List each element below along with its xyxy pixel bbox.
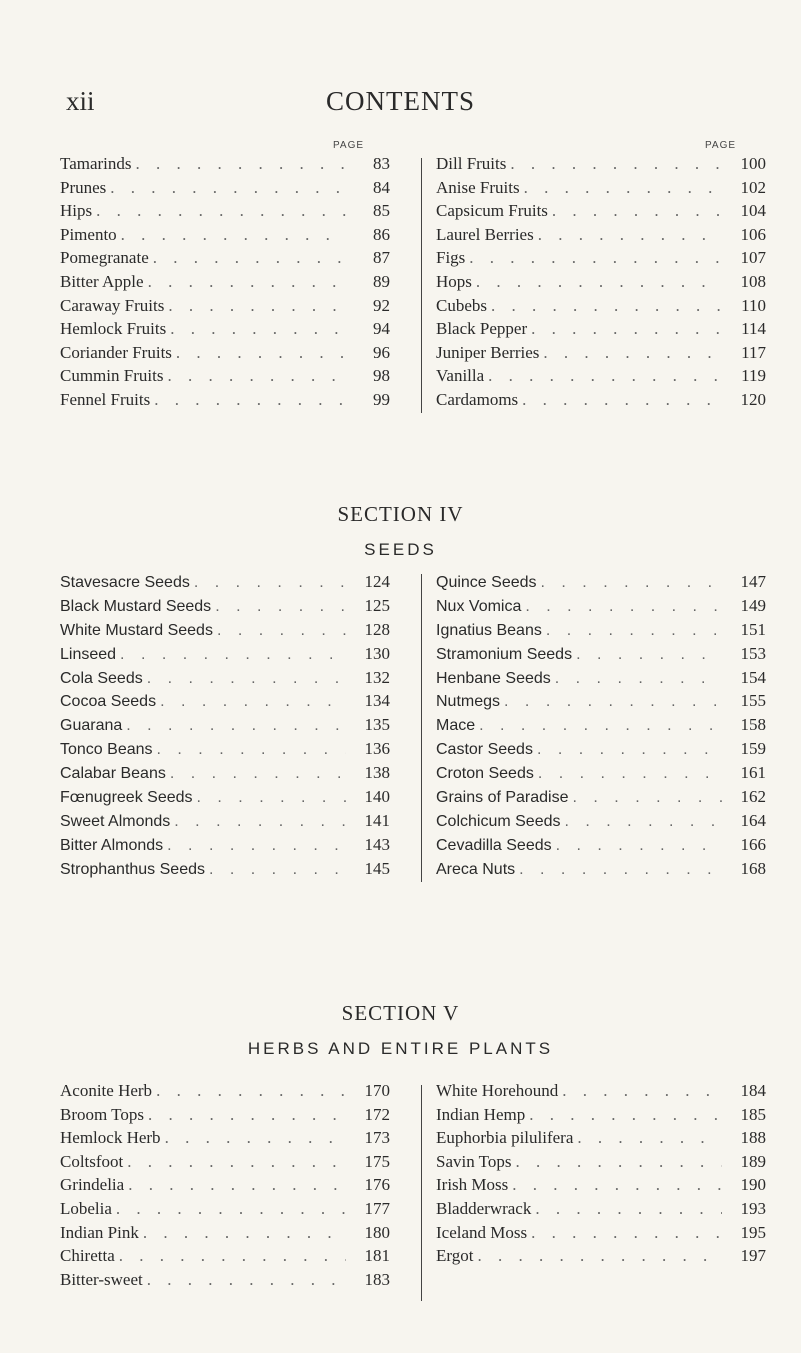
entry-title: Stramonium Seeds: [436, 645, 573, 663]
toc-entry: [436, 572, 766, 596]
entry-page-number: 185: [740, 1104, 766, 1124]
seeds-right-column: [436, 572, 766, 883]
toc-entry: [60, 1246, 390, 1270]
entry-title: Hemlock Herb: [60, 1128, 161, 1148]
entry-page-number: 136: [364, 739, 390, 759]
entry-title: Broom Tops: [60, 1104, 144, 1124]
section-5-title: SECTION V: [341, 1001, 460, 1025]
entry-page-number: 134: [364, 691, 390, 711]
page-column-label-right: PAGE: [705, 140, 737, 151]
entry-page-number: 193: [740, 1198, 766, 1218]
page-column-label-left: PAGE: [333, 140, 365, 151]
entry-page-number: 106: [740, 224, 766, 244]
leader-dots: [539, 343, 722, 363]
entry-title: Prunes: [60, 177, 107, 197]
entry-title: Dill Fruits: [436, 154, 507, 173]
toc-entry: [60, 366, 390, 390]
toc-entry: [60, 787, 390, 811]
toc-entry: [436, 1105, 766, 1129]
leader-dots: [518, 390, 722, 410]
toc-entry: [60, 1270, 390, 1294]
entry-title: Grains of Paradise: [436, 789, 569, 807]
leader-dots: [115, 1246, 346, 1266]
entry-page-number: 108: [740, 271, 766, 291]
entry-title: Indian Hemp: [436, 1104, 526, 1124]
page-header: [0, 86, 801, 126]
leader-dots: [572, 646, 722, 664]
leader-dots: [163, 837, 346, 855]
toc-entry: [436, 1175, 766, 1199]
toc-entry: [60, 739, 390, 763]
toc-entry: [60, 272, 390, 296]
entry-page-number: 151: [740, 619, 766, 639]
entry-title: Pimento: [60, 224, 117, 244]
leader-dots: [542, 622, 722, 640]
toc-entry: [436, 178, 766, 202]
column-divider: [421, 158, 422, 413]
toc-entry: [60, 644, 390, 668]
entry-page-number: 173: [364, 1128, 390, 1148]
entry-title: Vanilla: [436, 366, 485, 386]
entry-title: Figs: [436, 248, 466, 268]
leader-dots: [533, 741, 722, 759]
entry-page-number: 183: [364, 1269, 390, 1289]
entry-page-number: 86: [373, 224, 390, 244]
leader-dots: [551, 670, 722, 688]
leader-dots: [164, 296, 346, 316]
herbs-right-column: [436, 1081, 766, 1270]
entry-page-number: 190: [740, 1175, 766, 1195]
toc-entry: [60, 178, 390, 202]
toc-entry: [436, 620, 766, 644]
entry-title: Bladderwrack: [436, 1198, 532, 1218]
entry-page-number: 140: [364, 787, 390, 807]
entry-title: Indian Pink: [60, 1222, 139, 1242]
toc-entry: [60, 691, 390, 715]
entry-page-number: 164: [740, 810, 766, 830]
toc-entry: [436, 390, 766, 414]
leader-dots: [156, 693, 346, 711]
toc-entry: [436, 835, 766, 859]
entry-page-number: 143: [364, 834, 390, 854]
leader-dots: [484, 366, 722, 386]
leader-dots: [163, 366, 346, 386]
entry-page-number: 110: [741, 295, 766, 315]
leader-dots: [144, 1105, 346, 1125]
toc-entry: [436, 668, 766, 692]
column-divider: [421, 1085, 422, 1301]
column-divider: [421, 574, 422, 882]
toc-entry: [60, 596, 390, 620]
leader-dots: [166, 319, 346, 339]
entry-title: Ignatius Beans: [436, 621, 542, 639]
entry-page-number: 155: [740, 691, 766, 711]
entry-title: Stavesacre Seeds: [60, 574, 190, 591]
entry-page-number: 98: [373, 366, 390, 386]
toc-entry: [60, 343, 390, 367]
entry-title: Black Pepper: [436, 319, 528, 339]
toc-entry: [60, 225, 390, 249]
entry-page-number: 87: [373, 248, 390, 268]
toc-entry: [436, 248, 766, 272]
toc-entry: [60, 1128, 390, 1152]
leader-dots: [211, 598, 346, 616]
entry-title: Guarana: [60, 717, 123, 735]
toc-entry: [60, 835, 390, 859]
entry-title: White Mustard Seeds: [60, 621, 213, 639]
entry-page-number: 166: [740, 834, 766, 854]
leader-dots: [122, 717, 346, 735]
toc-entry: [60, 763, 390, 787]
entry-page-number: 119: [741, 366, 766, 386]
entry-title: Laurel Berries: [436, 224, 534, 244]
leader-dots: [506, 154, 722, 174]
toc-entry: [436, 739, 766, 763]
leader-dots: [172, 343, 346, 363]
entry-page-number: 162: [740, 787, 766, 807]
toc-entry: [436, 691, 766, 715]
leader-dots: [205, 861, 346, 879]
entry-title: Bitter Apple: [60, 271, 144, 291]
toc-entry: [60, 668, 390, 692]
toc-entry: [60, 319, 390, 343]
entry-page-number: 83: [373, 154, 390, 173]
leader-dots: [170, 813, 346, 831]
entry-title: Cubebs: [436, 295, 487, 315]
leader-dots: [123, 1152, 346, 1172]
entry-page-number: 125: [364, 595, 390, 615]
entry-title: Hips: [60, 201, 93, 221]
entry-title: Ergot: [436, 1246, 474, 1266]
leader-dots: [520, 178, 722, 198]
toc-entry: [436, 154, 766, 178]
entry-title: Cummin Fruits: [60, 366, 164, 386]
entry-page-number: 176: [364, 1175, 390, 1195]
entry-page-number: 188: [740, 1128, 766, 1148]
entry-title: Anise Fruits: [436, 177, 520, 197]
toc-entry: [436, 343, 766, 367]
entry-page-number: 170: [364, 1081, 390, 1100]
entry-title: Black Mustard Seeds: [60, 597, 212, 615]
entry-title: Chiretta: [60, 1246, 115, 1266]
leader-dots: [112, 1199, 346, 1219]
entry-title: Croton Seeds: [436, 765, 534, 783]
leader-dots: [132, 154, 346, 174]
entry-page-number: 172: [364, 1104, 390, 1124]
leader-dots: [124, 1175, 346, 1195]
fruits-list: [0, 154, 801, 416]
leader-dots: [487, 296, 722, 316]
section-4-subtitle: SEEDS: [364, 540, 437, 559]
entry-title: Euphorbia pilulifera: [436, 1128, 574, 1148]
entry-page-number: 102: [740, 177, 766, 197]
entry-page-number: 120: [740, 389, 766, 409]
toc-entry: [436, 1152, 766, 1176]
toc-entry: [436, 1246, 766, 1270]
entry-page-number: 158: [740, 715, 766, 735]
leader-dots: [558, 1081, 722, 1101]
entry-page-number: 130: [364, 643, 390, 663]
page-number: xii: [66, 86, 95, 116]
entry-page-number: 153: [740, 643, 766, 663]
entry-title: Cardamoms: [436, 389, 519, 409]
toc-entry: [436, 225, 766, 249]
toc-entry: [436, 644, 766, 668]
toc-entry: [436, 319, 766, 343]
toc-entry: [60, 1199, 390, 1223]
toc-entry: [436, 596, 766, 620]
entry-title: White Horehound: [436, 1081, 559, 1100]
entry-page-number: 177: [364, 1198, 390, 1218]
entry-title: Bitter-sweet: [60, 1269, 143, 1289]
toc-entry: [60, 154, 390, 178]
leader-dots: [561, 813, 723, 831]
entry-title: Aconite Herb: [60, 1081, 153, 1100]
fruits-left-column: [60, 154, 390, 414]
entry-page-number: 175: [364, 1151, 390, 1171]
entry-page-number: 124: [364, 572, 390, 591]
toc-entry: [60, 296, 390, 320]
entry-title: Savin Tops: [436, 1151, 512, 1171]
leader-dots: [144, 272, 346, 292]
toc-entry: [60, 1105, 390, 1129]
leader-dots: [534, 765, 722, 783]
entry-page-number: 94: [373, 319, 390, 339]
entry-title: Strophanthus Seeds: [60, 860, 205, 878]
entry-page-number: 147: [740, 572, 766, 591]
entry-title: Capsicum Fruits: [436, 201, 548, 221]
entry-page-number: 197: [740, 1246, 766, 1266]
section-5-subtitle: HERBS AND ENTIRE PLANTS: [247, 1039, 554, 1058]
toc-entry: [436, 1128, 766, 1152]
entry-title: Castor Seeds: [436, 741, 533, 759]
entry-title: Hops: [436, 271, 472, 291]
entry-title: Mace: [436, 717, 476, 735]
section-4-title: SECTION IV: [337, 502, 464, 526]
leader-dots: [552, 837, 722, 855]
entry-page-number: 99: [373, 389, 390, 409]
entry-page-number: 96: [373, 342, 390, 362]
leader-dots: [117, 225, 346, 245]
leader-dots: [150, 390, 346, 410]
leader-dots: [472, 272, 722, 292]
entry-page-number: 132: [364, 667, 390, 687]
leader-dots: [153, 741, 346, 759]
entry-title: Areca Nuts: [436, 860, 516, 878]
entry-title: Pomegranate: [60, 248, 149, 268]
leader-dots: [139, 1223, 346, 1243]
entry-page-number: 107: [740, 248, 766, 268]
entry-page-number: 92: [373, 295, 390, 315]
entry-page-number: 145: [364, 858, 390, 878]
entry-page-number: 189: [740, 1151, 766, 1171]
leader-dots: [573, 1128, 722, 1148]
entry-title: Coriander Fruits: [60, 342, 172, 362]
leader-dots: [465, 248, 722, 268]
toc-entry: [436, 1199, 766, 1223]
toc-entry: [436, 859, 766, 883]
entry-title: Tonco Beans: [60, 741, 153, 759]
toc-entry: [436, 366, 766, 390]
entry-title: Nux Vomica: [436, 597, 522, 615]
entry-page-number: 85: [373, 201, 390, 221]
entry-title: Quince Seeds: [436, 574, 537, 591]
leader-dots: [531, 1199, 722, 1219]
entry-title: Colchicum Seeds: [436, 812, 561, 830]
seeds-left-column: [60, 572, 390, 883]
entry-page-number: 135: [364, 715, 390, 735]
entry-title: Iceland Moss: [436, 1222, 528, 1242]
entry-title: Grindelia: [60, 1175, 125, 1195]
entry-title: Tamarinds: [60, 154, 132, 173]
entry-page-number: 195: [740, 1222, 766, 1242]
entry-title: Fœnugreek Seeds: [60, 789, 193, 807]
toc-entry: [60, 572, 390, 596]
leader-dots: [149, 248, 346, 268]
entry-page-number: 89: [373, 271, 390, 291]
leader-dots: [475, 717, 722, 735]
toc-entry: [60, 248, 390, 272]
leader-dots: [515, 861, 722, 879]
toc-entry: [60, 715, 390, 739]
toc-entry: [436, 1081, 766, 1105]
entry-page-number: 154: [740, 667, 766, 687]
entry-page-number: 168: [740, 858, 766, 878]
leader-dots: [161, 1128, 346, 1148]
entry-title: Hemlock Fruits: [60, 319, 167, 339]
leader-dots: [537, 574, 722, 592]
entry-title: Sweet Almonds: [60, 812, 171, 830]
entry-title: Lobelia: [60, 1198, 112, 1218]
leader-dots: [193, 789, 346, 807]
entry-page-number: 114: [741, 319, 766, 339]
leader-dots: [525, 1105, 722, 1125]
entry-page-number: 138: [364, 763, 390, 783]
entry-title: Cevadilla Seeds: [436, 836, 552, 854]
leader-dots: [527, 1223, 722, 1243]
leader-dots: [511, 1152, 722, 1172]
entry-page-number: 181: [364, 1246, 390, 1266]
fruits-right-column: [436, 154, 766, 414]
entry-title: Coltsfoot: [60, 1151, 124, 1171]
herbs-left-column: [60, 1081, 390, 1293]
leader-dots: [473, 1246, 722, 1266]
entry-page-number: 159: [740, 739, 766, 759]
entry-title: Bitter Almonds: [60, 836, 164, 854]
toc-entry: [436, 296, 766, 320]
leader-dots: [213, 622, 346, 640]
entry-title: Irish Moss: [436, 1175, 509, 1195]
leader-dots: [152, 1081, 346, 1101]
entry-title: Henbane Seeds: [436, 669, 551, 687]
leader-dots: [116, 646, 346, 664]
leader-dots: [548, 201, 722, 221]
toc-entry: [60, 1152, 390, 1176]
entry-title: Caraway Fruits: [60, 295, 165, 315]
toc-entry: [60, 811, 390, 835]
entry-title: Cola Seeds: [60, 669, 143, 687]
entry-title: Nutmegs: [436, 693, 501, 711]
page-title: CONTENTS: [326, 86, 475, 116]
toc-entry: [60, 390, 390, 414]
leader-dots: [521, 598, 722, 616]
entry-page-number: 100: [740, 154, 766, 173]
leader-dots: [508, 1175, 722, 1195]
entry-title: Linseed: [60, 645, 117, 663]
toc-entry: [436, 272, 766, 296]
leader-dots: [143, 670, 346, 688]
toc-entry: [60, 1081, 390, 1105]
leader-dots: [569, 789, 722, 807]
leader-dots: [92, 201, 346, 221]
leader-dots: [166, 765, 346, 783]
leader-dots: [106, 178, 346, 198]
toc-entry: [60, 201, 390, 225]
entry-title: Juniper Berries: [436, 342, 540, 362]
toc-entry: [436, 201, 766, 225]
entry-page-number: 184: [740, 1081, 766, 1100]
seeds-list: [0, 572, 801, 890]
entry-title: Fennel Fruits: [60, 389, 151, 409]
toc-entry: [60, 1175, 390, 1199]
leader-dots: [143, 1270, 346, 1290]
entry-page-number: 141: [364, 810, 390, 830]
entry-title: Cocoa Seeds: [60, 693, 157, 711]
entry-page-number: 84: [373, 177, 390, 197]
toc-entry: [60, 620, 390, 644]
leader-dots: [527, 319, 722, 339]
toc-entry: [60, 1223, 390, 1247]
herbs-list: [0, 1081, 801, 1306]
entry-page-number: 161: [740, 763, 766, 783]
toc-entry: [436, 715, 766, 739]
leader-dots: [534, 225, 722, 245]
entry-page-number: 180: [364, 1222, 390, 1242]
toc-entry: [436, 763, 766, 787]
entry-page-number: 128: [364, 619, 390, 639]
entry-page-number: 104: [740, 201, 766, 221]
leader-dots: [190, 574, 346, 592]
toc-entry: [436, 1223, 766, 1247]
entry-page-number: 149: [740, 595, 766, 615]
leader-dots: [500, 693, 722, 711]
toc-entry: [436, 787, 766, 811]
toc-entry: [60, 859, 390, 883]
toc-entry: [436, 811, 766, 835]
entry-page-number: 117: [741, 342, 766, 362]
entry-title: Calabar Beans: [60, 765, 166, 783]
